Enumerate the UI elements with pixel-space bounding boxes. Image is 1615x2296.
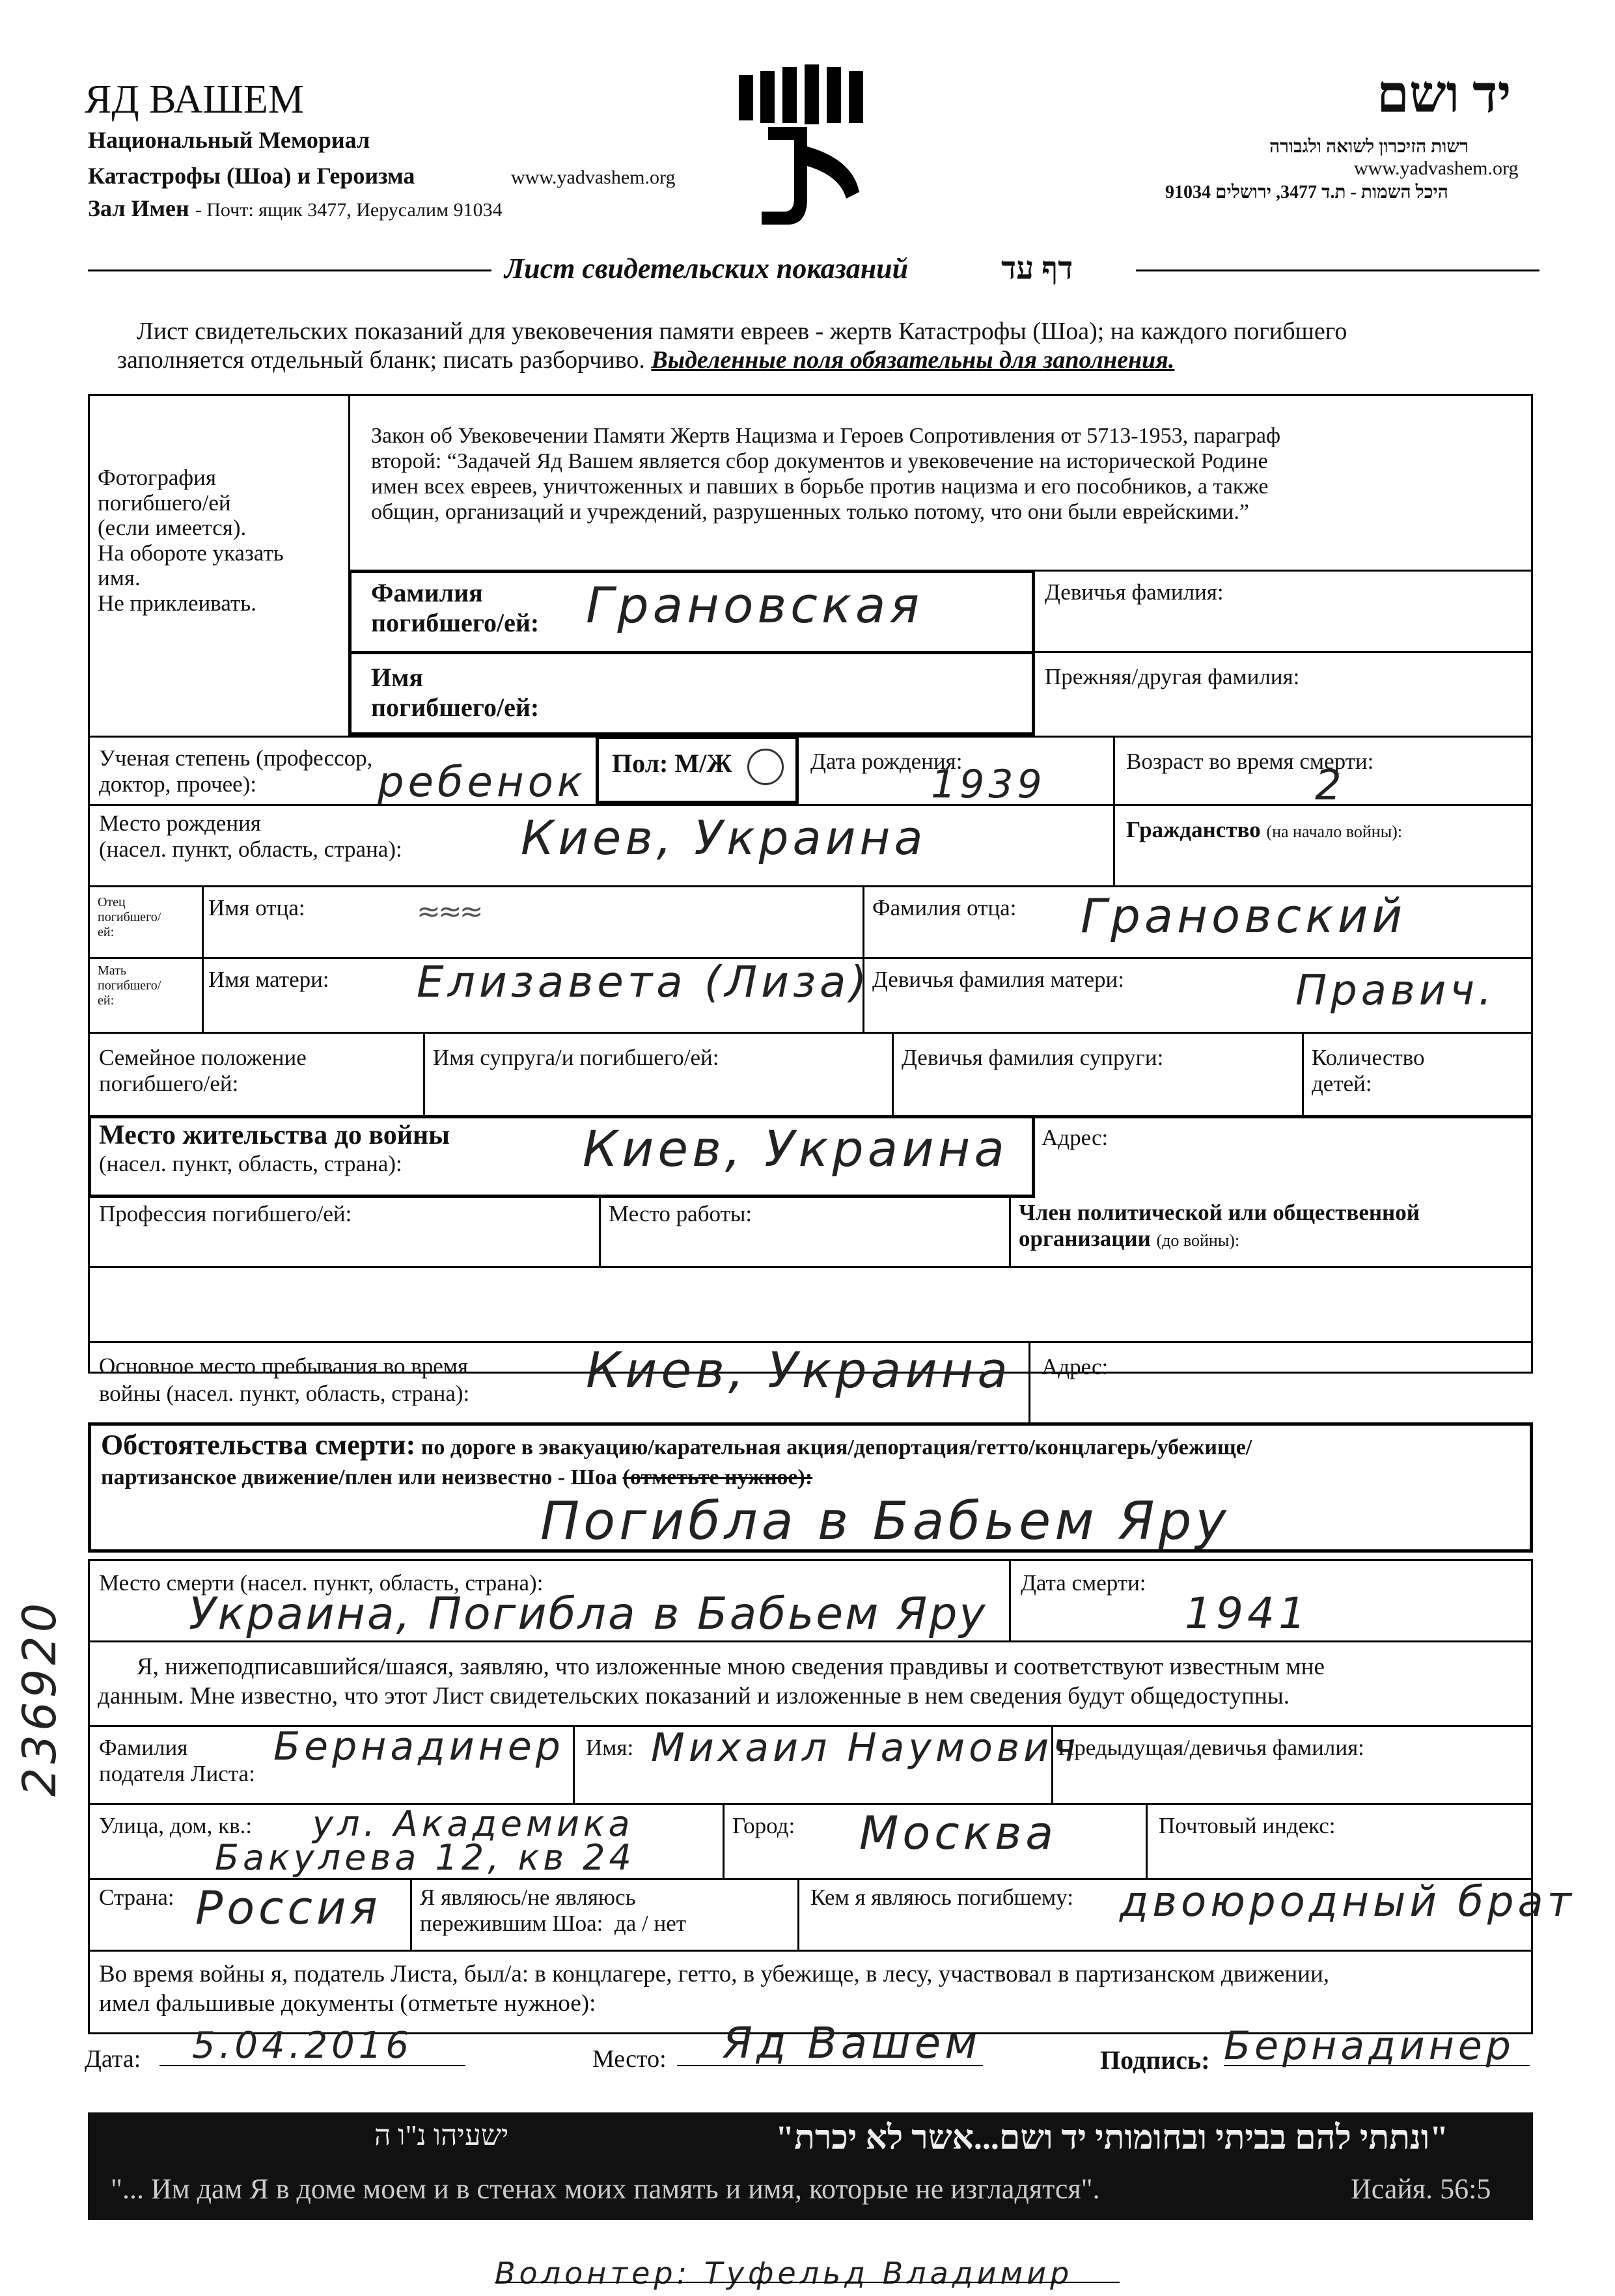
- submitter-name-value[interactable]: Михаил Наумович: [651, 1725, 1080, 1771]
- hebrew-address: היכל השמות - ת.ד 3477, ירושלים 91034: [1165, 182, 1448, 202]
- wartime-me-line2: имел фальшивые документы (отметьте нужное):: [99, 1990, 596, 2017]
- declaration-line1: Я, нижеподписавшийся/шаяся, заявляю, что изложенные мною сведения правдивы и соответствуют известным мне: [137, 1653, 1325, 1680]
- father-surname-label: Фамилия отца:: [872, 895, 1017, 920]
- wartime-me-line1: Во время войны я, податель Листа, был/а: в концлагере, гетто, в убежище, в лесу, участвовал в партизанском движении,: [99, 1961, 1329, 1987]
- place-value[interactable]: Яд Вашем: [723, 2018, 981, 2068]
- org-subtitle: Национальный Мемориал: [88, 127, 370, 153]
- residence-value[interactable]: Киев, Украина: [583, 1120, 1008, 1178]
- mother-name-label: Имя матери:: [208, 967, 329, 992]
- degree-value[interactable]: ребенок: [378, 758, 587, 807]
- hebrew-subtitle: רשות הזיכרון לשואה ולגבורה: [1269, 137, 1469, 157]
- sex-selection-mark: [747, 749, 784, 785]
- mother-maiden-label: Девичья фамилия матери:: [872, 967, 1124, 992]
- age-value[interactable]: 2: [1315, 762, 1346, 810]
- relation-label: Кем я являюсь погибшему:: [810, 1885, 1073, 1910]
- spouse-maiden-label: Девичья фамилия супруги:: [902, 1045, 1164, 1070]
- declaration-line2: данным. Мне известно, что этот Лист свидетельских показаний и изложенные в нем сведения будут общедоступны.: [98, 1683, 1290, 1709]
- mother-side-label: Мать погибшего/ ей:: [98, 963, 161, 1008]
- submitter-name-label: Имя:: [586, 1735, 634, 1760]
- birth-date-label: Дата рождения:: [810, 749, 963, 774]
- father-name-label: Имя отца:: [208, 895, 305, 920]
- org-subtitle2: Катастрофы (Шоа) и Героизма: [88, 163, 415, 189]
- submitter-prev-label: Предыдущая/девичья фамилия:: [1058, 1735, 1364, 1760]
- place-label: Место:: [592, 2045, 667, 2073]
- date-value[interactable]: 5.04.2016: [192, 2025, 413, 2067]
- side-number: 236920: [13, 1599, 66, 1797]
- death-date-label: Дата смерти:: [1021, 1570, 1146, 1596]
- footer-quote-band: [88, 2112, 1533, 2220]
- submitter-surname-label: Фамилия подателя Листа:: [99, 1735, 255, 1787]
- residence-label: Место жительства до войны (насел. пункт, область, страна):: [99, 1120, 450, 1177]
- birth-date-value[interactable]: 1939: [931, 762, 1046, 807]
- age-label: Возраст во время смерти:: [1126, 749, 1374, 774]
- city-value[interactable]: Москва: [859, 1806, 1058, 1860]
- hall-label: Зал Имен: [88, 195, 189, 221]
- survivor-label: Я являюсь/не являюсь пережившим Шоа: да / нет: [420, 1885, 687, 1937]
- surname-label: Фамилия погибшего/ей:: [371, 578, 540, 637]
- spouse-name-label: Имя супруга/и погибшего/ей:: [433, 1045, 719, 1070]
- wartime-value[interactable]: Киев, Украина: [586, 1341, 1012, 1399]
- relation-value[interactable]: двоюродный брат: [1120, 1878, 1575, 1926]
- wartime-address-label: Адрес:: [1042, 1354, 1109, 1379]
- wartime-label: Основное место пребывания во время войны (насел. пункт, область, страна):: [99, 1353, 470, 1406]
- signature-value[interactable]: Бернадинер: [1224, 2023, 1515, 2069]
- mother-name-value[interactable]: Елизавета (Лиза): [417, 957, 871, 1007]
- father-name-value[interactable]: ≈≈≈: [417, 895, 481, 928]
- first-name-label: Имя погибшего/ей:: [371, 663, 540, 722]
- footer-hebrew-quote: "ונתתי להם בביתי ובחומותי יד ושם...אשר לא יכרת": [775, 2120, 1448, 2157]
- submitter-surname-value[interactable]: Бернадинер: [273, 1724, 564, 1769]
- org-member-label: Член политической или общественной организации (до войны):: [1019, 1200, 1420, 1252]
- birth-place-label: Место рождения (насел. пункт, область, страна):: [99, 810, 402, 863]
- circumstances-line1: Обстоятельства смерти: по дороге в эвакуацию/карательная акция/депортация/гетто/концлагерь/убежище/: [101, 1429, 1252, 1461]
- profession-label: Профессия погибшего/ей:: [99, 1201, 352, 1226]
- volunteer-note: Волонтер: Туфельд Владимир: [495, 2256, 1073, 2291]
- maiden-label: Девичья фамилия:: [1045, 579, 1224, 605]
- first-name-input[interactable]: [586, 664, 1009, 723]
- circumstances-value[interactable]: Погибла в Бабьем Яру: [540, 1491, 1230, 1551]
- mother-maiden-value[interactable]: Правич.: [1295, 967, 1496, 1015]
- form-title: Лист свидетельских показаний: [504, 253, 909, 284]
- footer-quote-ref: Исайя. 56:5: [1351, 2173, 1491, 2205]
- country-label: Страна:: [99, 1885, 174, 1910]
- zip-label: Почтовый индекс:: [1159, 1813, 1336, 1838]
- street-value-1[interactable]: ул. Академика: [312, 1803, 634, 1844]
- postal-address: - Почт: ящик 3477, Иерусалим 91034: [195, 199, 503, 221]
- sex-label[interactable]: Пол: М/Ж: [612, 749, 732, 778]
- father-side-label: Отец погибшего/ ей:: [98, 895, 161, 939]
- country-value[interactable]: Россия: [195, 1881, 381, 1935]
- date-label: Дата:: [85, 2045, 141, 2073]
- street-label: Улица, дом, кв.:: [99, 1813, 253, 1838]
- surname-value[interactable]: Грановская: [586, 576, 924, 634]
- residence-address-label: Адрес:: [1042, 1125, 1109, 1150]
- birth-place-value[interactable]: Киев, Украина: [521, 810, 927, 865]
- citizenship-label: Гражданство (на начало войны):: [1126, 817, 1403, 842]
- other-surname-label: Прежняя/другая фамилия:: [1045, 664, 1300, 689]
- marital-label: Семейное положение погибшего/ей:: [99, 1045, 307, 1097]
- survivor-options[interactable]: да / нет: [614, 1911, 687, 1937]
- intro-line1: Лист свидетельских показаний для увековечения памяти евреев - жертв Катастрофы (Шоа); на каждого погибшего: [137, 318, 1347, 345]
- father-surname-value[interactable]: Грановский: [1081, 889, 1407, 943]
- workplace-label: Место работы:: [609, 1201, 752, 1226]
- hebrew-website: www.yadvashem.org: [1354, 158, 1519, 179]
- children-label: Количество детей:: [1312, 1045, 1425, 1097]
- law-text: Закон об Увековечении Памяти Жертв Нацизма и Героев Сопротивления от 5713-1953, параграф второй: “Задачей Яд Вашем является сбор документов и увековечение на исторической Родине имен всех евреев, уничтоженных и павших в борьбе против нацизма и его пособников, а также общин, организаций и учреждений, разрушенных только потому, что они были еврейскими.”: [371, 424, 1281, 525]
- circumstances-line2: партизанское движение/плен или неизвестно - Шоа (отметьте нужное):: [101, 1465, 813, 1489]
- photo-note: Фотография погибшего/ей (если имеется). На обороте указать имя. Не приклеивать.: [98, 465, 284, 616]
- website-link[interactable]: www.yadvashem.org: [511, 167, 676, 188]
- city-label: Город:: [732, 1813, 795, 1838]
- death-date-value[interactable]: 1941: [1185, 1588, 1310, 1639]
- footer-hebrew-ref: ישעיהו נ"ו ה: [374, 2120, 509, 2151]
- hebrew-title: יד ושם: [1377, 66, 1511, 124]
- signature-label: Подпись:: [1100, 2045, 1210, 2075]
- death-place-value[interactable]: Украина, Погибла в Бабьем Яру: [189, 1588, 987, 1640]
- footer-quote: "... Им дам Я в доме моем и в стенах моих память и имя, которые не изгладятся".: [111, 2173, 1100, 2205]
- intro-line2: заполняется отдельный бланк; писать разборчиво.: [117, 346, 645, 374]
- intro-required: Выделенные поля обязательны для заполнения.: [651, 346, 1175, 374]
- org-title: ЯД ВАШЕМ: [85, 77, 304, 122]
- form-title-hebrew: דף עד: [1001, 251, 1073, 286]
- street-value-2[interactable]: Бакулева 12, кв 24: [215, 1837, 635, 1878]
- yad-vashem-logo-icon: [729, 62, 885, 231]
- death-place-label: Место смерти (насел. пункт, область, страна):: [99, 1570, 544, 1596]
- degree-label: Ученая степень (профессор, доктор, прочее):: [99, 745, 373, 797]
